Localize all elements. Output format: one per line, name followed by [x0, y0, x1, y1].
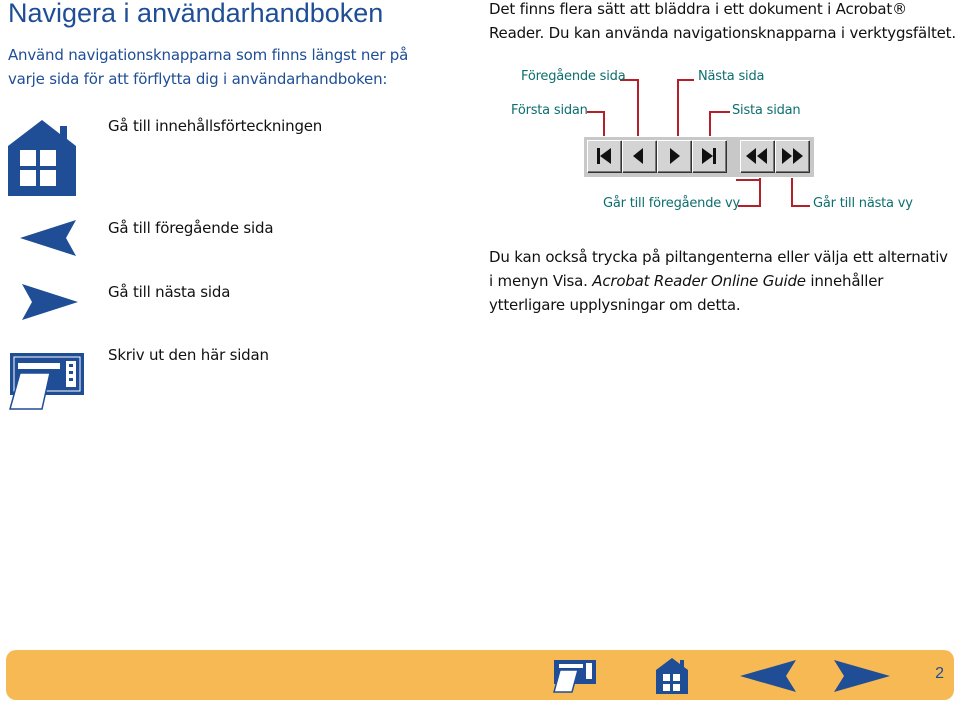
previous-view-icon — [740, 140, 774, 172]
callout-next-page: Nästa sida — [698, 69, 765, 84]
next-arrow-label: Gå till nästa sida — [108, 283, 231, 301]
print-icon — [6, 351, 86, 411]
print-icon — [550, 652, 600, 696]
callout-first-page: Första sidan — [511, 103, 588, 118]
footer-print-button[interactable] — [550, 652, 600, 696]
page-title: Navigera i användarhandboken — [8, 0, 384, 28]
home-icon — [6, 118, 78, 196]
next-page-icon — [657, 140, 691, 172]
print-icon-label: Skriv ut den här sidan — [108, 346, 269, 364]
acrobat-toolbar — [584, 137, 814, 177]
callout-next-view: Går till nästa vy — [813, 196, 913, 211]
more-info-text-2: innehåller ytterligare upplysningar om detta. — [489, 272, 884, 314]
callout-previous-page: Föregående sida — [521, 69, 626, 84]
callout-previous-view: Går till föregående vy — [603, 196, 740, 211]
footer-previous-button[interactable] — [738, 652, 798, 696]
next-view-icon — [775, 140, 809, 172]
footer-home-button[interactable] — [652, 652, 692, 696]
last-page-icon — [692, 140, 726, 172]
next-arrow-icon — [832, 652, 892, 696]
footer-nav-bar — [6, 650, 954, 700]
previous-arrow-label: Gå till föregående sida — [108, 219, 274, 237]
more-info-paragraph — [489, 245, 954, 317]
acrobat-intro: Det finns flera sätt att bläddra i ett dokument i Acrobat® Reader. Du kan använda navigationsknapparna i verktygsfältet. — [489, 0, 956, 42]
home-icon-label: Gå till innehållsförteckningen — [108, 117, 323, 135]
footer-next-button[interactable] — [832, 652, 892, 696]
home-icon — [652, 652, 692, 696]
more-info-text-1: Du kan också trycka på piltangenterna eller välja ett alternativ i menyn Visa. — [489, 248, 948, 290]
callout-last-page: Sista sidan — [732, 103, 801, 118]
page-number: 2 — [935, 665, 944, 682]
next-arrow-icon — [20, 284, 78, 320]
first-page-icon — [587, 140, 621, 172]
online-guide-title: Acrobat Reader Online Guide — [592, 272, 806, 290]
previous-page-icon — [622, 140, 656, 172]
page-intro: Använd navigationsknapparna som finns längst ner på varje sida för att förflytta dig i användarhandboken: — [8, 46, 409, 88]
previous-arrow-icon — [20, 220, 78, 256]
previous-arrow-icon — [738, 652, 798, 696]
